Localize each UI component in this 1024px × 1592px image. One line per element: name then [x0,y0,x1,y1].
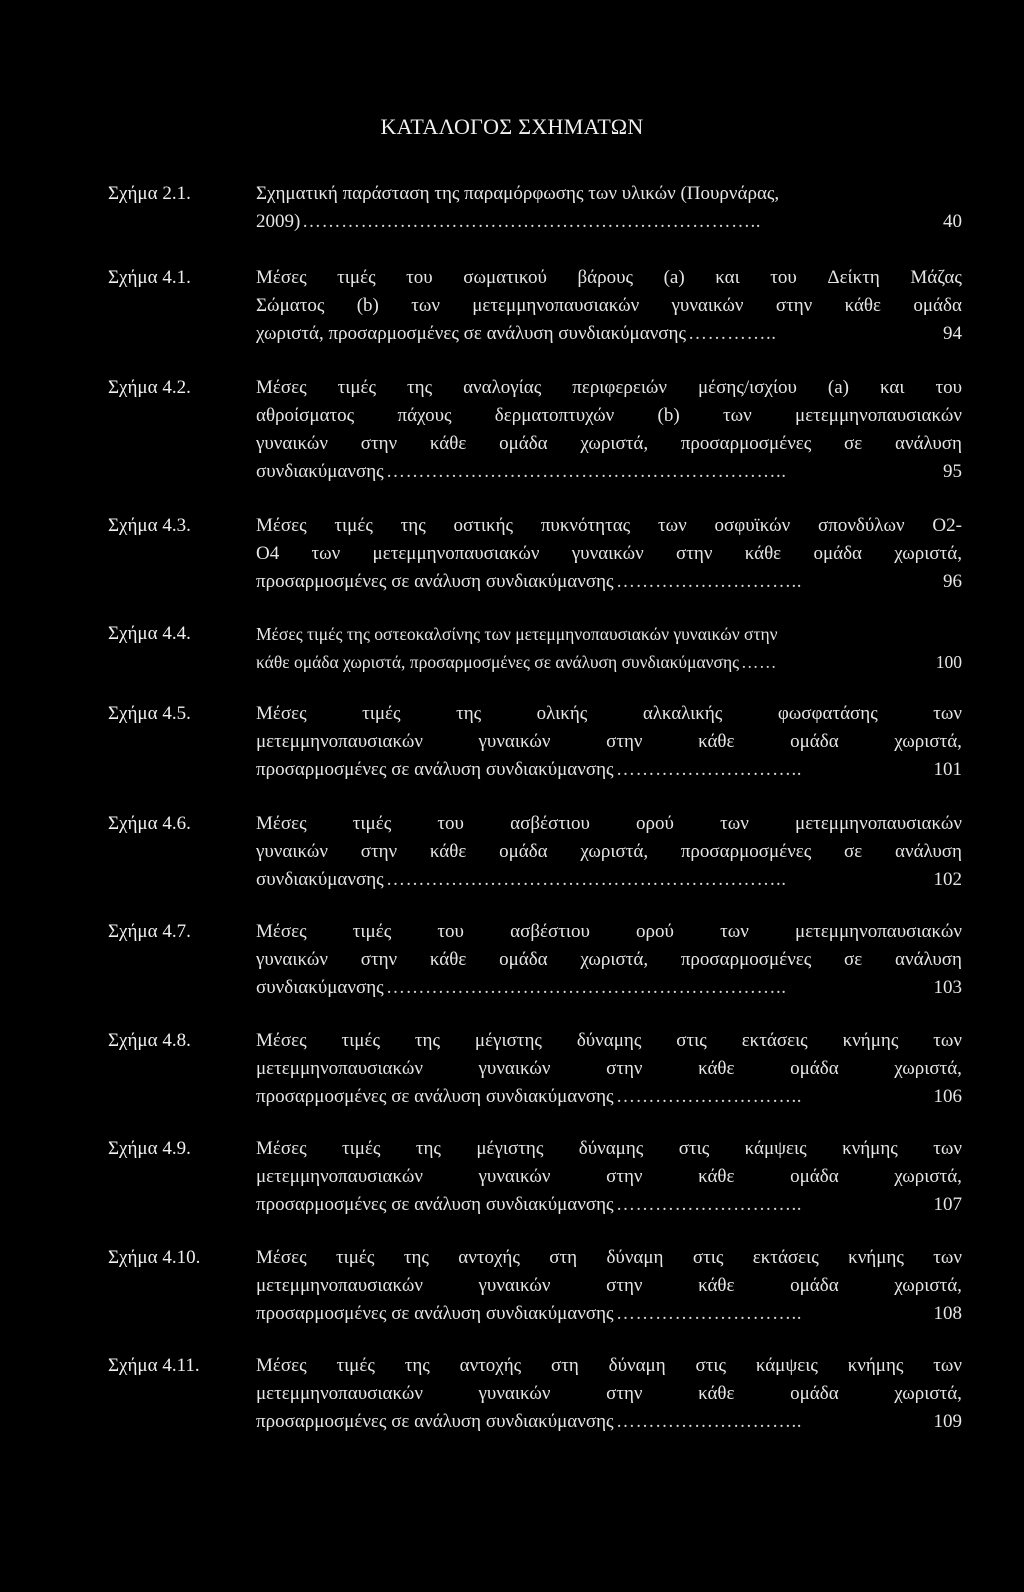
figure-caption-line: μετεμμηνοπαυσιακών γυναικών στην κάθε ομάδα χωριστά, [256,731,962,752]
dot-leader: ………….. [688,323,777,344]
figure-number: Σχήμα 4.5. [108,703,191,724]
figure-caption-last-line [256,866,962,894]
figure-caption-text: συνδιακύμανσης [256,461,384,482]
figure-caption-line: γυναικών στην κάθε ομάδα χωριστά, προσαρμοσμένες σε ανάλυση [256,433,962,454]
dot-leader: …………………………………………………………….. [302,211,761,232]
figure-number: Σχήμα 4.7. [108,921,191,942]
figure-caption-last-line [256,568,962,596]
figure-caption-text: προσαρμοσμένες σε ανάλυση συνδιακύμανσης [256,571,614,592]
dot-leader: …………………………………………………….. [386,869,787,890]
figure-caption-text: προσαρμοσμένες σε ανάλυση συνδιακύμανσης [256,759,614,780]
figure-caption-last-line [256,648,962,676]
figure-caption-line: μετεμμηνοπαυσιακών γυναικών στην κάθε ομάδα χωριστά, [256,1166,962,1187]
page-number[interactable]: 107 [933,1194,962,1215]
figure-caption-line: Μέσες τιμές της ολικής αλκαλικής φωσφατάσης των [256,703,962,724]
dot-leader: ……………………….. [616,571,802,592]
figure-number: Σχήμα 4.3. [108,515,191,536]
page-number[interactable]: 109 [933,1411,962,1432]
figure-caption-last-line [256,458,962,486]
figure-caption-last-line [256,1083,962,1111]
page-number[interactable]: 100 [935,652,962,672]
figure-caption-line: αθροίσματος πάχους δερματοπτυχών (b) των μετεμμηνοπαυσιακών [256,405,962,426]
dot-leader: ……………………….. [616,1086,802,1107]
page-number[interactable]: 102 [933,869,962,890]
dot-leader: ……………………….. [616,1303,802,1324]
dot-leader: …… [741,652,777,672]
figure-caption-last-line [256,756,962,784]
figure-caption-last-line [256,1408,962,1436]
page-number[interactable]: 101 [933,759,962,780]
figure-caption-line: γυναικών στην κάθε ομάδα χωριστά, προσαρμοσμένες σε ανάλυση [256,949,962,970]
page-title: ΚΑΤΑΛΟΓΟΣ ΣΧΗΜΑΤΩΝ [380,114,644,139]
figure-number: Σχήμα 4.8. [108,1030,191,1051]
figure-caption-line: μετεμμηνοπαυσιακών γυναικών στην κάθε ομάδα χωριστά, [256,1058,962,1079]
figure-caption-line: Μέσες τιμές της αναλογίας περιφερειών μέσης/ισχίου (a) και του [256,377,962,398]
page-number[interactable]: 103 [933,977,962,998]
figure-caption-line: Μέσες τιμές του ασβέστιου ορού των μετεμμηνοπαυσιακών [256,921,962,942]
figure-caption-line: μετεμμηνοπαυσιακών γυναικών στην κάθε ομάδα χωριστά, [256,1383,962,1404]
figure-number: Σχήμα 4.10. [108,1247,201,1268]
figure-caption-line: Μέσες τιμές της οστικής πυκνότητας των οσφυϊκών σπονδύλων Ο2- [256,515,962,536]
page-number[interactable]: 95 [943,461,962,482]
page-number[interactable]: 106 [933,1086,962,1107]
figure-caption-line: Ο4 των μετεμμηνοπαυσιακών γυναικών στην κάθε ομάδα χωριστά, [256,543,962,564]
figure-number: Σχήμα 4.6. [108,813,191,834]
figure-caption-last-line [256,208,962,236]
figure-caption-text: προσαρμοσμένες σε ανάλυση συνδιακύμανσης [256,1194,614,1215]
figure-caption-line: μετεμμηνοπαυσιακών γυναικών στην κάθε ομάδα χωριστά, [256,1275,962,1296]
figure-number: Σχήμα 2.1. [108,183,191,204]
figure-caption-last-line [256,1300,962,1328]
dot-leader: ……………………….. [616,759,802,780]
figure-caption-line: Μέσες τιμές της αντοχής στη δύναμη στις κάμψεις κνήμης των [256,1355,962,1376]
figure-caption-line: Σχηματική παράσταση της παραμόρφωσης των υλικών (Πουρνάρας, [256,183,780,204]
figure-caption-line: Μέσες τιμές του σωματικού βάρους (a) και του Δείκτη Μάζας [256,267,962,288]
page-number[interactable]: 94 [943,323,962,344]
figure-number: Σχήμα 4.2. [108,377,191,398]
figure-caption-last-line [256,974,962,1002]
figure-number: Σχήμα 4.11. [108,1355,200,1376]
figure-number: Σχήμα 4.1. [108,267,191,288]
figure-caption-line: Μέσες τιμές της μέγιστης δύναμης στις εκτάσεις κνήμης των [256,1030,962,1051]
dot-leader: ……………………….. [616,1411,802,1432]
figure-caption-text: προσαρμοσμένες σε ανάλυση συνδιακύμανσης [256,1086,614,1107]
figure-caption-line: Σώματος (b) των μετεμμηνοπαυσιακών γυναικών στην κάθε ομάδα [256,295,962,316]
figure-caption-line: Μέσες τιμές της μέγιστης δύναμης στις κάμψεις κνήμης των [256,1138,962,1159]
page-number[interactable]: 96 [943,571,962,592]
figure-caption-text: προσαρμοσμένες σε ανάλυση συνδιακύμανσης [256,1411,614,1432]
page-number[interactable]: 40 [943,211,962,232]
figure-number: Σχήμα 4.9. [108,1138,191,1159]
figure-caption-last-line [256,1191,962,1219]
figure-caption-text: συνδιακύμανσης [256,977,384,998]
figure-caption-text: 2009) [256,211,301,232]
figure-caption-text: κάθε ομάδα χωριστά, προσαρμοσμένες σε ανάλυση συνδιακύμανσης [256,652,740,672]
figure-caption-line: Μέσες τιμές της οστεοκαλσίνης των μετεμμηνοπαυσιακών γυναικών στην [256,624,778,644]
dot-leader: …………………………………………………….. [386,977,787,998]
dot-leader: …………………………………………………….. [386,461,787,482]
figure-caption-line: γυναικών στην κάθε ομάδα χωριστά, προσαρμοσμένες σε ανάλυση [256,841,962,862]
page-number[interactable]: 108 [933,1303,962,1324]
figure-caption-line: Μέσες τιμές της αντοχής στη δύναμη στις εκτάσεις κνήμης των [256,1247,962,1268]
figure-caption-last-line [256,320,962,348]
figure-caption-text: προσαρμοσμένες σε ανάλυση συνδιακύμανσης [256,1303,614,1324]
figure-number: Σχήμα 4.4. [108,623,191,644]
figure-caption-text: συνδιακύμανσης [256,869,384,890]
figure-caption-text: χωριστά, προσαρμοσμένες σε ανάλυση συνδιακύμανσης [256,323,686,344]
dot-leader: ……………………….. [616,1194,802,1215]
figure-caption-line: Μέσες τιμές του ασβέστιου ορού των μετεμμηνοπαυσιακών [256,813,962,834]
